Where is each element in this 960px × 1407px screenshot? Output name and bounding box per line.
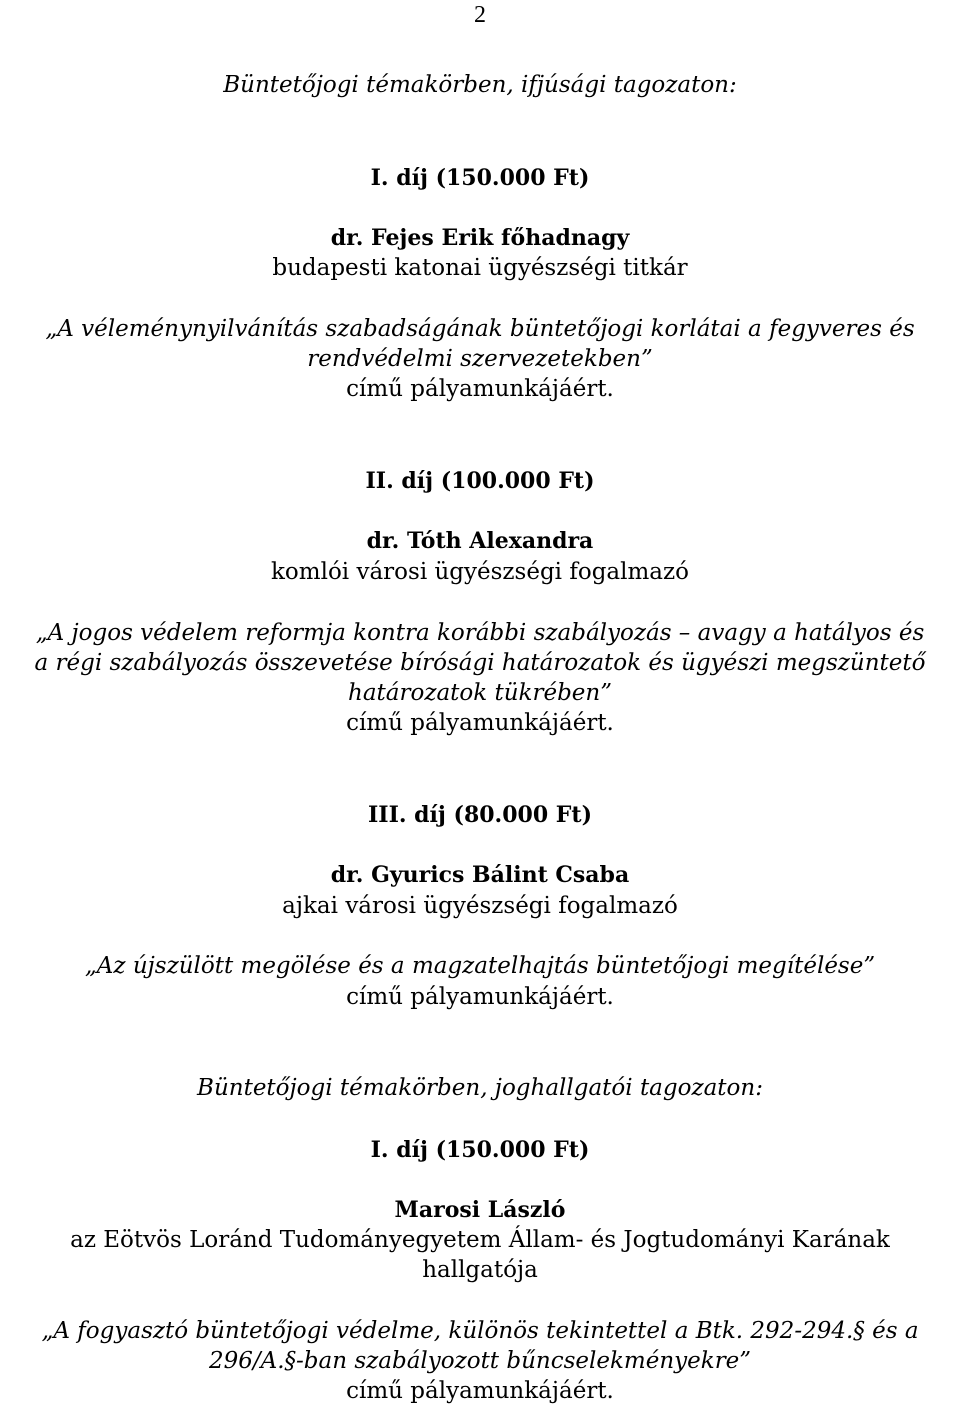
work-title-line: „A jogos védelem reformja kontra korábbi szabályozás – avagy a hatályos és — [35, 620, 925, 646]
closing-text: című pályamunkájáért. — [346, 1378, 614, 1404]
winner-position: hallgatója — [422, 1257, 538, 1283]
winner-position: ajkai városi ügyészségi fogalmazó — [282, 893, 678, 919]
winner-name: dr. Tóth Alexandra — [366, 528, 594, 554]
prize-label: II. díj (100.000 Ft) — [365, 468, 595, 494]
section-heading-youth: Büntetőjogi témakörben, ifjúsági tagozaton: — [223, 72, 737, 98]
work-title-line: „A véleménynyilvánítás szabadságának büntetőjogi korlátai a fegyveres és — [45, 316, 915, 342]
work-title-line: 296/A.§-ban szabályozott bűncselekményekre” — [208, 1348, 752, 1374]
work-title-line: „Az újszülött megölése és a magzatelhajtás büntetőjogi megítélése” — [84, 953, 876, 979]
winner-name: Marosi László — [394, 1197, 566, 1223]
winner-name: dr. Gyurics Bálint Csaba — [330, 862, 630, 888]
closing-text: című pályamunkájáért. — [346, 984, 614, 1010]
winner-name: dr. Fejes Erik főhadnagy — [330, 225, 630, 251]
winner-position: komlói városi ügyészségi fogalmazó — [271, 559, 689, 585]
prize-label: I. díj (150.000 Ft) — [370, 165, 590, 191]
section-heading-student: Büntetőjogi témakörben, joghallgatói tagozaton: — [197, 1075, 763, 1101]
work-title-line: a régi szabályozás összevetése bírósági határozatok és ügyészi megszüntető — [34, 650, 926, 676]
work-title-line: rendvédelmi szervezetekben” — [307, 346, 653, 372]
work-title-line: határozatok tükrében” — [348, 680, 612, 706]
page-number: 2 — [474, 2, 486, 28]
winner-position: budapesti katonai ügyészségi titkár — [272, 255, 688, 281]
prize-label: III. díj (80.000 Ft) — [367, 802, 592, 828]
closing-text: című pályamunkájáért. — [346, 376, 614, 402]
prize-label: I. díj (150.000 Ft) — [370, 1137, 590, 1163]
work-title-line: „A fogyasztó büntetőjogi védelme, különös tekintettel a Btk. 292-294.§ és a — [41, 1318, 919, 1344]
winner-position: az Eötvös Loránd Tudományegyetem Állam- és Jogtudományi Karának — [70, 1227, 890, 1253]
closing-text: című pályamunkájáért. — [346, 710, 614, 736]
